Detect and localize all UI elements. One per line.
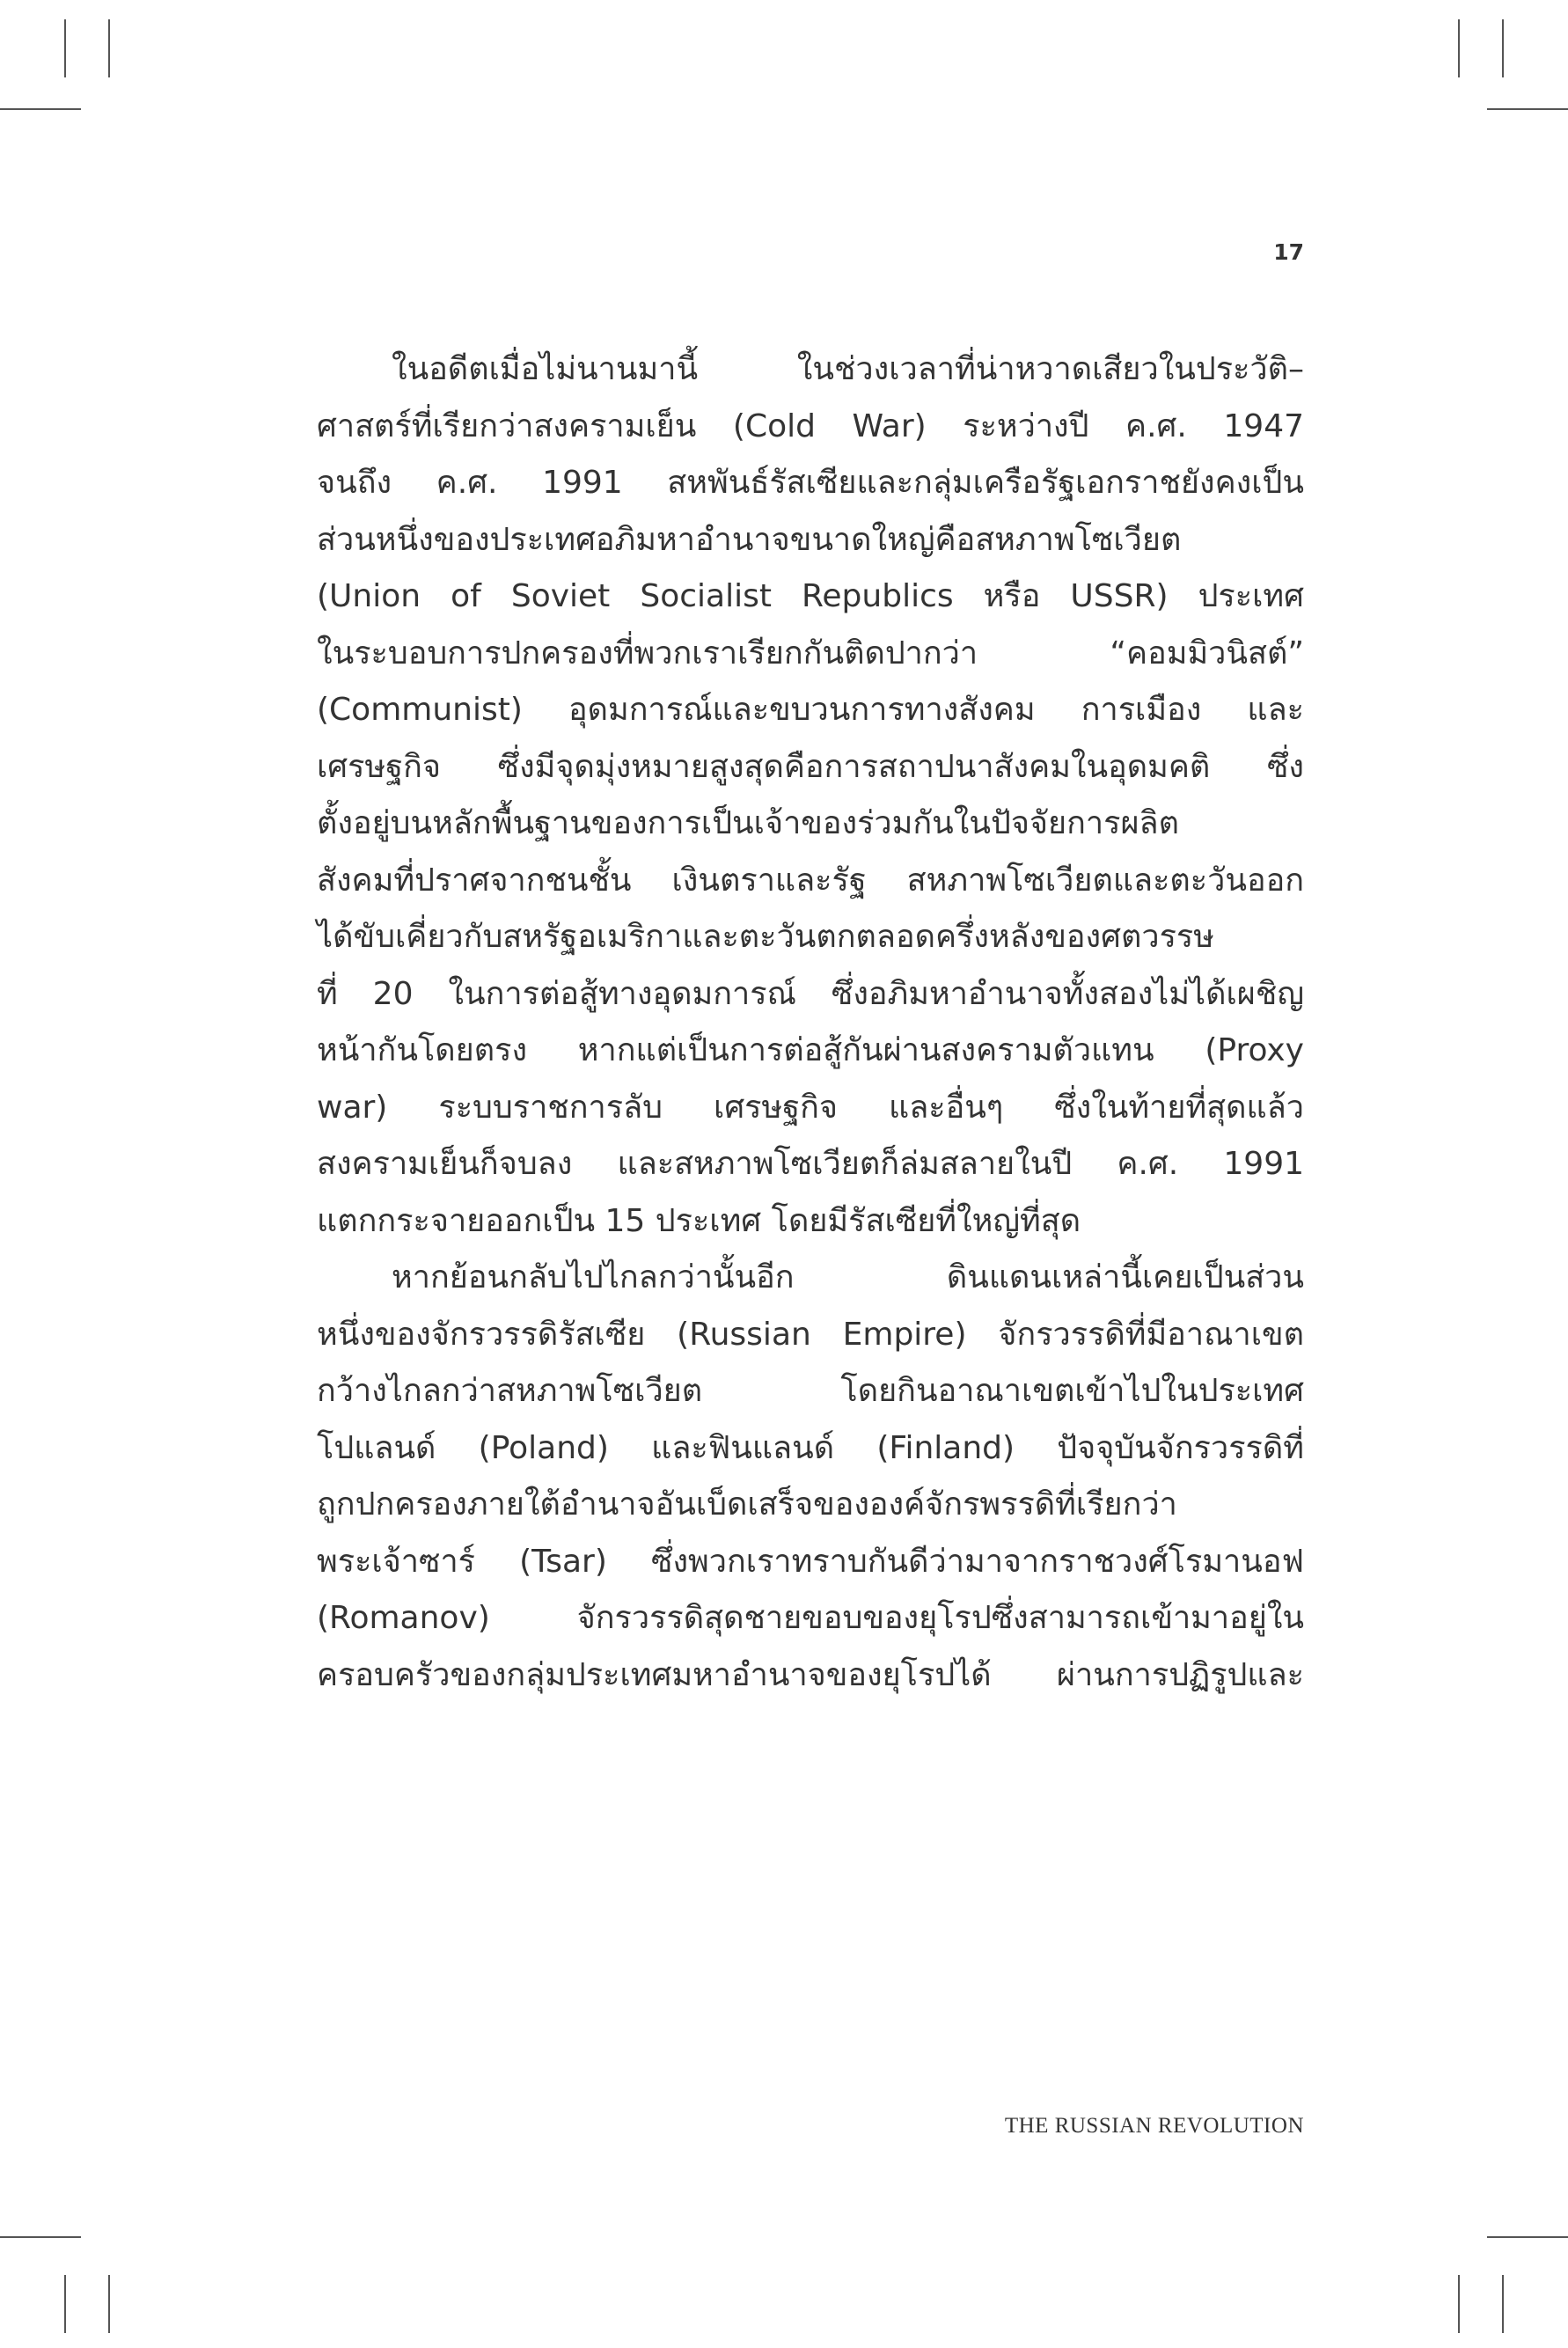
text-line: หนึ่งของจักรวรรดิรัสเซีย (Russian Empire) จักรวรรดิที่มีอาณาเขต <box>317 1316 1304 1353</box>
crop-mark-top-right-vertical-inner <box>1502 19 1504 77</box>
text-line: ส่วนหนึ่งของประเทศอภิมหาอำนาจขนาดใหญ่คือสหภาพโซเวียต <box>317 521 1182 558</box>
crop-mark-top-left-vertical <box>64 19 66 77</box>
text-line: จนถึง ค.ศ. 1991 สหพันธ์รัสเซียและกลุ่มเครือรัฐเอกราชยังคงเป็น <box>317 465 1304 501</box>
crop-mark-top-right-horizontal <box>1487 108 1568 110</box>
running-footer: THE RUSSIAN REVOLUTION <box>1004 2114 1304 2138</box>
text-line: พระเจ้าซาร์ (Tsar) ซึ่งพวกเราทราบกันดีว่ามาจากราชวงศ์โรมานอฟ <box>317 1543 1304 1580</box>
text-line: แตกกระจายออกเป็น 15 ประเทศ โดยมีรัสเซียที่ใหญ่ที่สุด <box>317 1202 1081 1239</box>
crop-mark-bottom-right-vertical <box>1458 2275 1460 2333</box>
text-line: ถูกปกครองภายใต้อำนาจอันเบ็ดเสร็จขององค์จักรพรรดิที่เรียกว่า <box>317 1486 1177 1523</box>
text-line: เศรษฐกิจ ซึ่งมีจุดมุ่งหมายสูงสุดคือการสถาปนาสังคมในอุดมคติ ซึ่ง <box>317 748 1304 785</box>
body-text <box>317 341 1304 1704</box>
text-line: หน้ากันโดยตรง หากแต่เป็นการต่อสู้กันผ่านสงครามตัวแทน (Proxy <box>317 1032 1304 1068</box>
text-line: ที่ 20 ในการต่อสู้ทางอุดมการณ์ ซึ่งอภิมหาอำนาจทั้งสองไม่ได้เผชิญ <box>317 975 1304 1012</box>
text-line: ได้ขับเคี่ยวกับสหรัฐอเมริกาและตะวันตกตลอดครึ่งหลังของศตวรรษ <box>317 919 1214 955</box>
text-line: ครอบครัวของกลุ่มประเทศมหาอำนาจของยุโรปได้ ผ่านการปฏิรูปและ <box>317 1656 1304 1693</box>
text-line: หากย้อนกลับไปไกลกว่านั้นอีก ดินแดนเหล่านี้เคยเป็นส่วน <box>392 1259 1304 1295</box>
text-line: (Communist) อุดมการณ์และขบวนการทางสังคม การเมือง และ <box>317 692 1304 728</box>
paragraph-2 <box>317 1250 1304 1704</box>
crop-mark-bottom-left-horizontal <box>0 2236 81 2238</box>
crop-mark-bottom-right-vertical-inner <box>1502 2275 1504 2333</box>
text-line: ตั้งอยู่บนหลักพื้นฐานของการเป็นเจ้าของร่วมกันในปัจจัยการผลิต <box>317 805 1179 841</box>
text-line: ในอดีตเมื่อไม่นานมานี้ ในช่วงเวลาที่น่าหวาดเสียวในประวัติ– <box>392 351 1304 387</box>
crop-mark-top-left-horizontal <box>0 108 81 110</box>
crop-mark-bottom-left-vertical <box>64 2275 66 2333</box>
text-line: สังคมที่ปราศจากชนชั้น เงินตราและรัฐ สหภาพโซเวียตและตะวันออก <box>317 862 1304 899</box>
text-line: ศาสตร์ที่เรียกว่าสงครามเย็น (Cold War) ระหว่างปี ค.ศ. 1947 <box>317 407 1304 444</box>
text-line: กว้างไกลกว่าสหภาพโซเวียต โดยกินอาณาเขตเข้าไปในประเทศ <box>317 1373 1304 1409</box>
crop-mark-bottom-left-vertical-inner <box>108 2275 110 2333</box>
text-line: สงครามเย็นก็จบลง และสหภาพโซเวียตก็ล่มสลายในปี ค.ศ. 1991 <box>317 1146 1304 1182</box>
text-line: (Romanov) จักรวรรดิสุดชายขอบของยุโรปซึ่งสามารถเข้ามาอยู่ใน <box>317 1600 1304 1636</box>
crop-mark-bottom-right-horizontal <box>1487 2236 1568 2238</box>
paragraph-1 <box>317 341 1304 1250</box>
text-line: (Union of Soviet Socialist Republics หรือ USSR) ประเทศ <box>317 578 1304 614</box>
crop-mark-top-right-vertical <box>1458 19 1460 77</box>
text-line: โปแลนด์ (Poland) และฟินแลนด์ (Finland) ปัจจุบันจักรวรรดิที่ <box>317 1429 1304 1466</box>
text-line: ในระบอบการปกครองที่พวกเราเรียกกันติดปากว่า “คอมมิวนิสต์” <box>317 635 1304 671</box>
crop-mark-top-left-vertical-inner <box>108 19 110 77</box>
text-line: war) ระบบราชการลับ เศรษฐกิจ และอื่นๆ ซึ่งในท้ายที่สุดแล้ว <box>317 1089 1304 1126</box>
page-number: 17 <box>1273 239 1304 265</box>
